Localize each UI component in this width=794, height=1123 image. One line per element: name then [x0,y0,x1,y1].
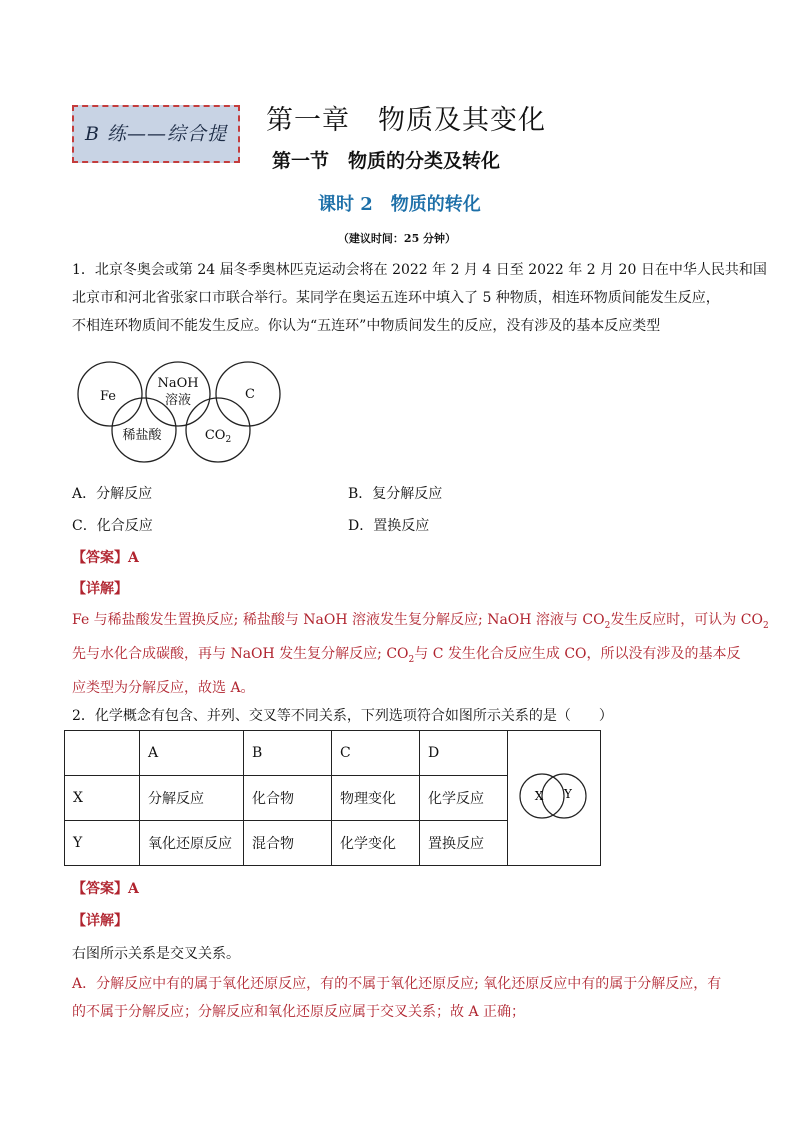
table-cell: 物理变化 [332,776,420,821]
q1-detail-line: 应类型为分解反应，故选 A。 [72,679,255,696]
table-cell: X [65,776,140,821]
section-badge [72,105,240,163]
q1-detail-label: 【详解】 [72,581,128,597]
ring-label-co2: $CO_2$ [204,428,232,445]
q2-detail-line: 的不属于分解反应；分解反应和氧化还原反应属于交叉关系；故 A 正确； [72,1004,526,1020]
q1-stem [72,256,767,340]
ring-label-naoh: NaOH [157,376,199,391]
q2-stem: 2．化学概念有包含、并列、交叉等不同关系，下列选项符合如图所示关系的是（ ） [72,708,613,724]
q1-answer: 【答案】A [72,550,139,566]
table-cell: C [332,731,420,776]
table-cell: 混合物 [244,821,332,866]
venn-diagram [508,766,600,826]
table-cell: 化学反应 [420,776,508,821]
option-a: A．分解反应 [72,486,153,502]
table-cell: 分解反应 [140,776,244,821]
ring-label-hcl: 稀盐酸 [122,428,162,443]
option-b: B．复分解反应 [348,486,443,502]
time-note: （建议时间：25 分钟） [337,232,457,245]
venn-label-y: Y [564,787,572,801]
q1-stem-line: 1．北京冬奥会或第 24 届冬季奥林匹克运动会将在 2022 年 2 月 4 日至 2022 年 2 月 20 日在中华人民共和国 [72,262,767,278]
q2-detail-line: A．分解反应中有的属于氧化还原反应，有的不属于氧化还原反应; 氧化还原反应中有的属于分解反应，有 [72,976,722,992]
table-cell: D [420,731,508,776]
badge-text: B 练——综合提 [84,123,227,145]
q2-table [64,730,601,866]
q2-detail [72,970,724,1026]
option-c: C．化合反应 [72,518,153,534]
table-row [65,731,601,776]
q2-detail-intro: 右图所示关系是交叉关系。 [72,946,240,962]
venn-cell [508,731,601,866]
ring-label-fe: Fe [99,389,117,404]
lesson-title: 课时 2 物质的转化 [318,194,481,215]
ring-label-c: C [245,387,255,402]
table-cell: 置换反应 [420,821,508,866]
ring-label-naoh: 溶液 [164,393,192,408]
q2-detail-label: 【详解】 [72,913,128,929]
table-cell: 氧化还原反应 [140,821,244,866]
q1-stem-line: 北京市和河北省张家口市联合举行。某同学在奥运五连环中填入了 5 种物质，相连环物质间能发生反应， [72,290,720,306]
q1-detail [72,606,769,702]
chapter-title: 第一章 物质及其变化 [266,105,546,136]
q1-detail-line: Fe 与稀盐酸发生置换反应; 稀盐酸与 NaOH 溶液发生复分解反应; NaOH 溶液与 $CO_2$发生反应时，可认为 $CO_2$ [72,612,769,631]
option-d: D．置换反应 [348,518,430,534]
olympic-rings-diagram [74,358,284,464]
section-title: 第一节 物质的分类及转化 [272,150,501,172]
table-cell: A [140,731,244,776]
table-cell: 化合物 [244,776,332,821]
table-cell: B [244,731,332,776]
q2-answer: 【答案】A [72,881,139,897]
table-cell [65,731,140,776]
venn-label-x: X [534,789,544,803]
q1-detail-line: 先与水化合成碳酸，再与 NaOH 发生复分解反应; $CO_2$与 C 发生化合反应生成 CO，所以没有涉及的基本反 [72,645,741,665]
q1-stem-line: 不相连环物质间不能发生反应。你认为“五连环”中物质间发生的反应，没有涉及的基本反应类型 [72,318,661,334]
table-cell: Y [65,821,140,866]
table-cell: 化学变化 [332,821,420,866]
